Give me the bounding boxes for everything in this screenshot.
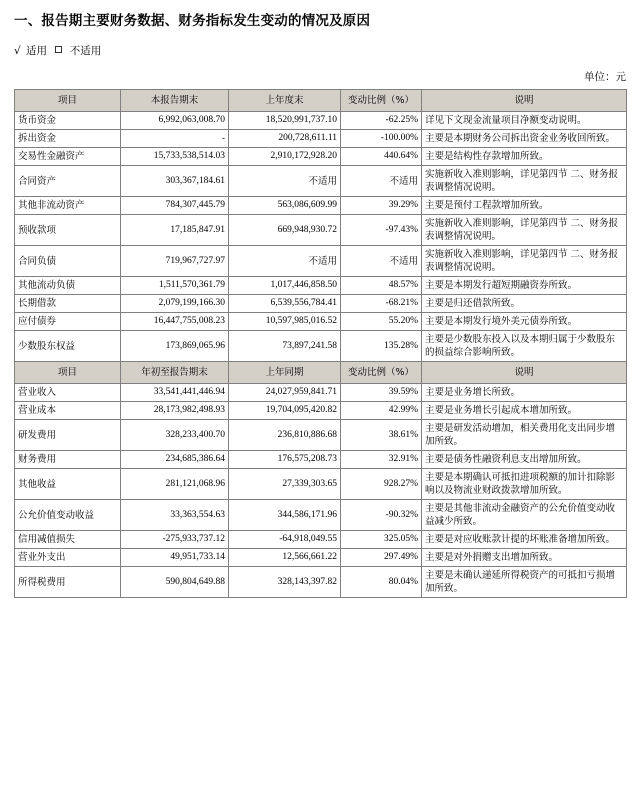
cell-item-name: 其他收益 (15, 469, 121, 500)
cell-change-ratio: -97.43% (341, 215, 422, 246)
column-header-change-ratio: 变动比例（%） (341, 362, 422, 384)
cell-current-value: 17,185,847.91 (121, 215, 229, 246)
cell-item-name: 合同负债 (15, 246, 121, 277)
applicability-selector (0, 30, 640, 58)
cell-explanation: 主要是对外捐赠支出增加所致。 (422, 549, 627, 567)
cell-change-ratio: 55.20% (341, 313, 422, 331)
cell-explanation: 主要是业务增长引起成本增加所致。 (422, 402, 627, 420)
cell-item-name: 其他流动负债 (15, 277, 121, 295)
table-row (15, 331, 627, 362)
cell-previous-value: 24,027,959,841.71 (229, 384, 341, 402)
cell-previous-value: 19,704,095,420.82 (229, 402, 341, 420)
cell-change-ratio: 32.91% (341, 451, 422, 469)
cell-change-ratio: 42.99% (341, 402, 422, 420)
cell-item-name: 拆出资金 (15, 130, 121, 148)
cell-current-value: - (121, 130, 229, 148)
table-row (15, 246, 627, 277)
table-row (15, 197, 627, 215)
cell-explanation: 主要是研发活动增加，相关费用化支出同步增加所致。 (422, 420, 627, 451)
financial-data-table (14, 89, 627, 598)
cell-item-name: 信用减值损失 (15, 531, 121, 549)
table-header-row (15, 362, 627, 384)
cell-item-name: 所得税费用 (15, 567, 121, 598)
cell-current-value: 719,967,727.97 (121, 246, 229, 277)
cell-explanation: 实施新收入准则影响，详见第四节 二、财务报表调整情况说明。 (422, 246, 627, 277)
cell-previous-value: 不适用 (229, 246, 341, 277)
cell-change-ratio: 135.28% (341, 331, 422, 362)
cell-explanation: 实施新收入准则影响，详见第四节 二、财务报表调整情况说明。 (422, 166, 627, 197)
cell-previous-value: 1,017,446,858.50 (229, 277, 341, 295)
column-header-item: 项目 (15, 90, 121, 112)
table-row (15, 384, 627, 402)
cell-explanation: 主要是本期发行境外美元债券所致。 (422, 313, 627, 331)
cell-explanation: 主要是少数股东投入以及本期归属于少数股东的损益综合影响所致。 (422, 331, 627, 362)
cell-item-name: 长期借款 (15, 295, 121, 313)
table-row (15, 148, 627, 166)
table-row (15, 277, 627, 295)
cell-current-value: 33,363,554.63 (121, 500, 229, 531)
cell-previous-value: 2,910,172,928.20 (229, 148, 341, 166)
table-row (15, 313, 627, 331)
cell-previous-value: 不适用 (229, 166, 341, 197)
not-applicable-label[interactable]: 不适用 (69, 45, 102, 57)
cell-current-value: 15,733,538,514.03 (121, 148, 229, 166)
cell-change-ratio: 不适用 (341, 166, 422, 197)
cell-explanation: 主要是结构性存款增加所致。 (422, 148, 627, 166)
cell-current-value: 2,079,199,166.30 (121, 295, 229, 313)
cell-item-name: 其他非流动资产 (15, 197, 121, 215)
cell-current-value: 303,367,184.61 (121, 166, 229, 197)
cell-change-ratio: 48.57% (341, 277, 422, 295)
cell-explanation: 主要是预付工程款增加所致。 (422, 197, 627, 215)
cell-change-ratio: 39.29% (341, 197, 422, 215)
cell-change-ratio: 80.04% (341, 567, 422, 598)
cell-item-name: 预收款项 (15, 215, 121, 246)
cell-item-name: 交易性金融资产 (15, 148, 121, 166)
column-header-previous-period: 上年度末 (229, 90, 341, 112)
cell-explanation: 主要是本期财务公司拆出资金业务收回所致。 (422, 130, 627, 148)
cell-previous-value: -64,918,049.55 (229, 531, 341, 549)
cell-change-ratio: 325.05% (341, 531, 422, 549)
table-row (15, 549, 627, 567)
cell-current-value: 1,511,570,361.79 (121, 277, 229, 295)
cell-current-value: -275,933,737.12 (121, 531, 229, 549)
column-header-current-period: 本报告期末 (121, 90, 229, 112)
cell-item-name: 营业外支出 (15, 549, 121, 567)
table-row (15, 215, 627, 246)
cell-previous-value: 669,948,930.72 (229, 215, 341, 246)
cell-previous-value: 344,586,171.96 (229, 500, 341, 531)
cell-item-name: 营业收入 (15, 384, 121, 402)
cell-previous-value: 10,597,985,016.52 (229, 313, 341, 331)
cell-current-value: 590,804,649.88 (121, 567, 229, 598)
cell-explanation: 实施新收入准则影响，详见第四节 二、财务报表调整情况说明。 (422, 215, 627, 246)
cell-item-name: 应付债券 (15, 313, 121, 331)
cell-current-value: 16,447,755,008.23 (121, 313, 229, 331)
cell-item-name: 货币资金 (15, 112, 121, 130)
table-row (15, 469, 627, 500)
applicable-label[interactable]: 适用 (26, 45, 48, 57)
cell-current-value: 49,951,733.14 (121, 549, 229, 567)
cell-previous-value: 6,539,556,784.41 (229, 295, 341, 313)
table-row (15, 451, 627, 469)
cell-previous-value: 200,728,611.11 (229, 130, 341, 148)
table-row (15, 112, 627, 130)
cell-previous-value: 328,143,397.82 (229, 567, 341, 598)
table-row (15, 295, 627, 313)
cell-item-name: 营业成本 (15, 402, 121, 420)
table-row (15, 500, 627, 531)
cell-current-value: 28,173,982,498.93 (121, 402, 229, 420)
cell-item-name: 公允价值变动收益 (15, 500, 121, 531)
cell-explanation: 主要是本期确认可抵扣进项税额的加计扣除影响以及物流业财政拨款增加所致。 (422, 469, 627, 500)
cell-item-name: 少数股东权益 (15, 331, 121, 362)
cell-current-value: 173,869,065.96 (121, 331, 229, 362)
page-title: 一、报告期主要财务数据、财务指标发生变动的情况及原因 (14, 13, 371, 29)
cell-change-ratio: 38.61% (341, 420, 422, 451)
cell-change-ratio: 928.27% (341, 469, 422, 500)
cell-previous-value: 236,810,886.68 (229, 420, 341, 451)
cell-change-ratio: -90.32% (341, 500, 422, 531)
cell-current-value: 328,233,400.70 (121, 420, 229, 451)
table-row (15, 420, 627, 451)
cell-change-ratio: -100.00% (341, 130, 422, 148)
cell-current-value: 6,992,063,008.70 (121, 112, 229, 130)
cell-change-ratio: -68.21% (341, 295, 422, 313)
column-header-current-period: 年初至报告期末 (121, 362, 229, 384)
cell-current-value: 784,307,445.79 (121, 197, 229, 215)
cell-current-value: 234,685,386.64 (121, 451, 229, 469)
cell-item-name: 研发费用 (15, 420, 121, 451)
cell-item-name: 合同资产 (15, 166, 121, 197)
table-row (15, 166, 627, 197)
cell-current-value: 281,121,068.96 (121, 469, 229, 500)
cell-explanation: 主要是归还借款所致。 (422, 295, 627, 313)
cell-change-ratio: 440.64% (341, 148, 422, 166)
cell-explanation: 主要是债务性融资利息支出增加所致。 (422, 451, 627, 469)
checked-mark-icon: √ (14, 45, 21, 57)
cell-explanation: 主要是本期发行超短期融资券所致。 (422, 277, 627, 295)
cell-previous-value: 176,575,208.73 (229, 451, 341, 469)
table-row (15, 130, 627, 148)
cell-explanation: 详见下文现金流量项目净额变动说明。 (422, 112, 627, 130)
unit-note: 单位：元 (584, 71, 626, 83)
cell-current-value: 33,541,441,446.94 (121, 384, 229, 402)
table-row (15, 567, 627, 598)
cell-previous-value: 563,086,609.99 (229, 197, 341, 215)
cell-explanation: 主要是对应收账款计提的坏账准备增加所致。 (422, 531, 627, 549)
cell-change-ratio: 297.49% (341, 549, 422, 567)
column-header-explanation: 说明 (422, 362, 627, 384)
cell-change-ratio: 不适用 (341, 246, 422, 277)
table-row (15, 402, 627, 420)
cell-previous-value: 12,566,661.22 (229, 549, 341, 567)
table-row (15, 531, 627, 549)
cell-explanation: 主要是其他非流动金融资产的公允价值变动收益减少所致。 (422, 500, 627, 531)
cell-previous-value: 18,520,991,737.10 (229, 112, 341, 130)
column-header-previous-period: 上年同期 (229, 362, 341, 384)
column-header-explanation: 说明 (422, 90, 627, 112)
cell-change-ratio: 39.59% (341, 384, 422, 402)
column-header-change-ratio: 变动比例（%） (341, 90, 422, 112)
table-header-row (15, 90, 627, 112)
column-header-item: 项目 (15, 362, 121, 384)
cell-change-ratio: -62.25% (341, 112, 422, 130)
cell-item-name: 财务费用 (15, 451, 121, 469)
cell-explanation: 主要是业务增长所致。 (422, 384, 627, 402)
cell-previous-value: 27,339,303.65 (229, 469, 341, 500)
empty-checkbox-icon[interactable] (55, 46, 62, 53)
cell-explanation: 主要是未确认递延所得税资产的可抵扣亏损增加所致。 (422, 567, 627, 598)
cell-previous-value: 73,897,241.58 (229, 331, 341, 362)
